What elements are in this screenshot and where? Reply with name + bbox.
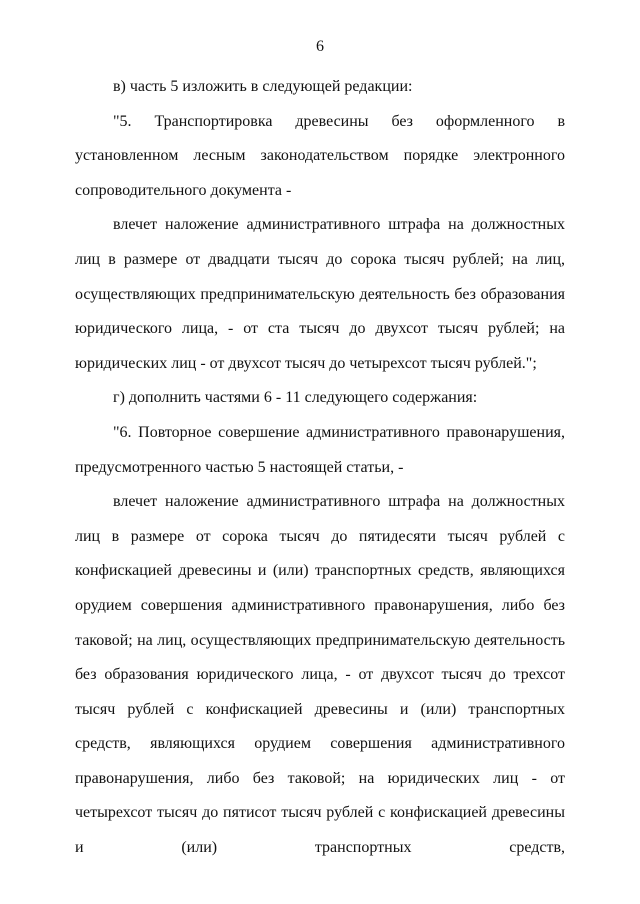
- paragraph-part-5-penalty: влечет наложение административного штрафа на должностных лиц в размере от двадцати тысяч до сорока тысяч рублей; на лиц, осуществляющих предпринимательскую деятельность без образования юридического лица, - от ста тысяч до двухсот тысяч рублей; на юридических лиц - от двухсот тысяч до четырехсот тысяч рублей.";: [75, 216, 565, 372]
- paragraph-item-g: г) дополнить частями 6 - 11 следующего содержания:: [113, 389, 478, 407]
- paragraph-part-6-penalty: влечет наложение административного штрафа на должностных лиц в размере от сорока тысяч до пятидесяти тысяч рублей с конфискацией древесины и (или) транспортных средств, являющихся орудием совершения административного правонарушения, либо без таковой; на лиц, осуществляющих предпринимательскую деятельность без образования юридического лица, - от двухсот тысяч до трехсот тысяч рублей с конфискацией древесины и (или) транспортных средств, являющихся орудием совершения административного правонарушения, либо без таковой; на юридических лиц - от четырехсот тысяч до пятисот тысяч рублей с конфискацией древесины и (или) транспортных средств,: [75, 493, 565, 857]
- document-body: [75, 70, 565, 866]
- paragraph-part-5-title: "5. Транспортировка древесины без оформленного в установленном лесным законодательством порядке электронного сопроводительного документа -: [75, 112, 565, 199]
- paragraph-item-v: в) часть 5 изложить в следующей редакции:: [113, 78, 413, 95]
- page-number: 6: [316, 38, 324, 55]
- paragraph-part-6-title: "6. Повторное совершение административного правонарушения, предусмотренного частью 5 настоящей статьи, -: [75, 423, 565, 476]
